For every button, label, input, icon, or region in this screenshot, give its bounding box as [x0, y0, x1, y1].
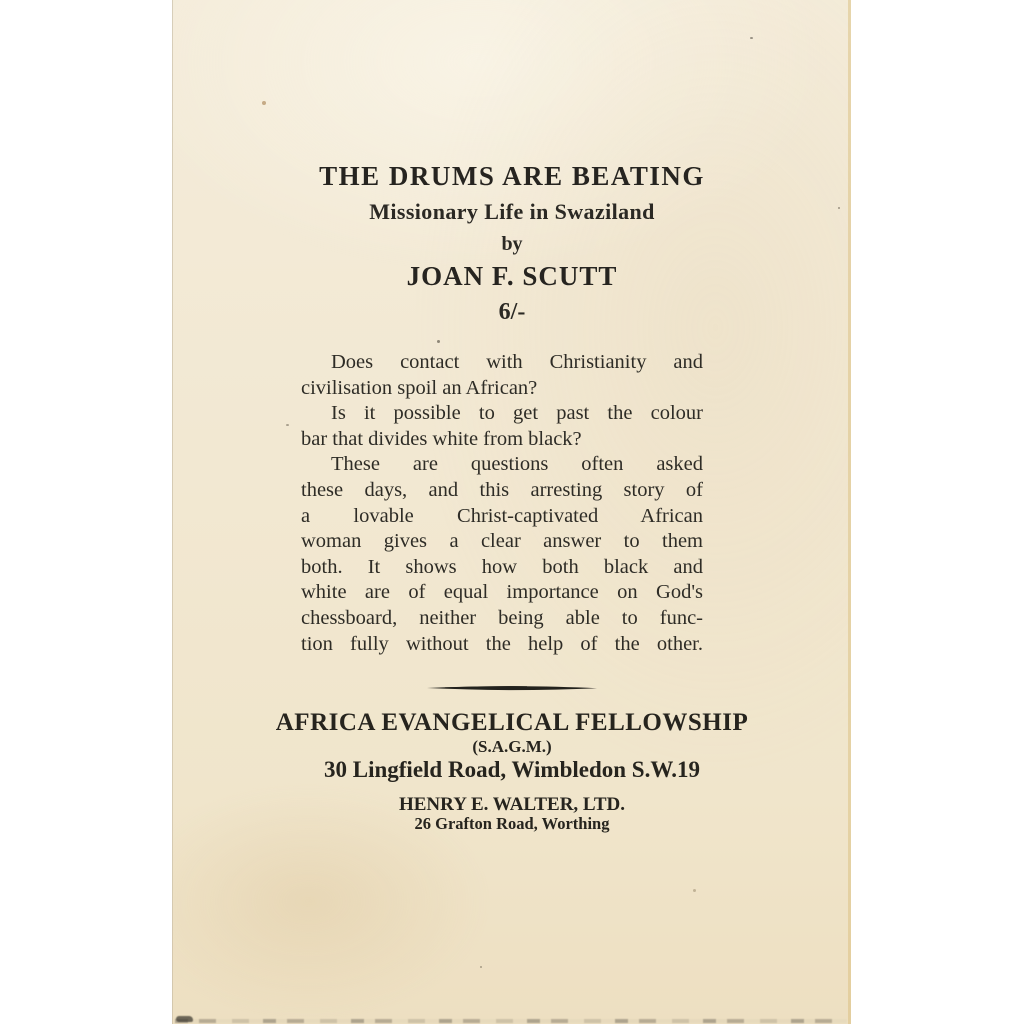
paper-speck [437, 340, 440, 343]
blurb-line: civilisation spoil an African? [301, 376, 538, 399]
blurb-line: bar that divides white from black? [301, 427, 582, 450]
book-subtitle: Missionary Life in Swaziland [369, 199, 655, 224]
printer-name: HENRY E. WALTER, LTD. [398, 794, 625, 815]
publisher-address: 30 Lingfield Road, Wimbledon S.W.19 [324, 757, 700, 782]
blurb-line: Does contact with Christianity and [331, 351, 703, 373]
author-name: JOAN F. SCUTT [406, 261, 618, 291]
paper-speck [480, 966, 482, 968]
blurb-line: Is it possible to get past the colour [331, 402, 703, 425]
blurb-line: a lovable Christ-captivated African [301, 504, 703, 527]
paper-speck [286, 424, 289, 426]
book-title: THE DRUMS ARE BEATING [319, 161, 705, 191]
paper-page [172, 0, 851, 1024]
paper-speck [838, 207, 840, 209]
page-bottom-edge-mark [176, 1016, 193, 1022]
paper-speck [262, 101, 266, 105]
blurb-line: These are questions often asked [331, 453, 703, 476]
publisher-name: AFRICA EVANGELICAL FELLOWSHIP [275, 709, 749, 736]
blurb-line: white are of equal importance on God's [301, 581, 703, 604]
blurb-line: chessboard, neither being able to func- [301, 606, 703, 629]
blurb-line: both. It shows how both black and [301, 555, 703, 578]
publisher-abbreviation: (S.A.G.M.) [472, 737, 552, 756]
paper-speck [693, 889, 696, 892]
price: 6/- [498, 299, 526, 325]
blurb-line: tion fully without the help of the other. [301, 632, 703, 655]
blurb-text [301, 350, 703, 657]
paper-speck [750, 37, 753, 39]
page-bottom-edge [175, 1019, 847, 1023]
blurb-line: these days, and this arresting story of [301, 478, 703, 501]
byline-label: by [501, 233, 523, 255]
swelled-rule-divider [427, 679, 597, 687]
blurb-line: woman gives a clear answer to them [301, 530, 703, 553]
printer-address: 26 Grafton Road, Worthing [414, 814, 610, 833]
